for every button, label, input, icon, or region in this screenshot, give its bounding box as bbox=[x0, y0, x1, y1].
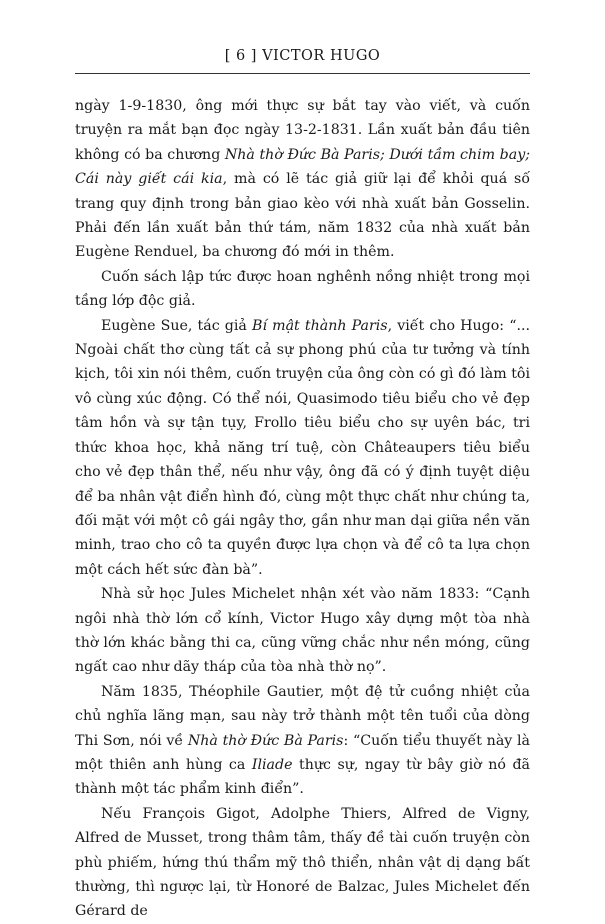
text-run: Năm 1835, Théophile Gautier, một đệ tử cuồng nhiệt của chủ nghĩa lãng mạn, sau này trở thành một tên tuổi của dòng Thi Sơn, nói về bbox=[75, 683, 530, 749]
text-run: thực sự, ngay từ bây giờ nó đã thành một tác phẩm kinh điển”. bbox=[75, 756, 530, 798]
text-run: ngày 1-9-1830, ông mới thực sự bắt tay vào viết, và cuốn truyện ra mắt bạn đọc ngày 13-2-1831. Lần xuất bản đầu tiên không có ba chương bbox=[75, 98, 530, 163]
running-header bbox=[0, 48, 605, 64]
paragraph bbox=[75, 582, 530, 680]
header-rule bbox=[75, 73, 530, 74]
text-run: Nếu François Gigot, Adolphe Thiers, Alfred de Vigny, Alfred de Musset, trong thâm tâm, thấy đề tài cuốn truyện còn phù phiếm, hứng thú thẩm mỹ thô thiển, nhân vật dị dạng bất thường, thì ngược lại, từ Honoré de Balzac, Jules Michelet đến Gérard de bbox=[75, 805, 530, 920]
book-title: Nhà thờ Đức Bà Paris bbox=[187, 732, 344, 749]
paragraph bbox=[75, 265, 530, 314]
header-title: VICTOR HUGO bbox=[262, 48, 381, 64]
page-number: [ 6 ] bbox=[224, 48, 257, 64]
book-title: Iliade bbox=[251, 756, 293, 773]
text-run: Eugène Sue, tác giả bbox=[101, 317, 253, 334]
chapter-titles: Nhà thờ Đức Bà Paris; Dưới tầm chim bay; Cái này giết cái kia bbox=[75, 146, 531, 188]
paragraph bbox=[75, 680, 530, 802]
text-run: , mà có lẽ tác giả giữ lại để khỏi quá số trang quy định trong bản giao kèo với nhà xuất bản Gosselin. Phải đến lần xuất bản thứ tám, năm 1832 của nhà xuất bản Eugène Renduel, ba chương đó mới in thêm. bbox=[75, 171, 531, 261]
text-run: : “Cuốn tiểu thuyết này là một thiên anh hùng ca bbox=[75, 732, 530, 773]
paragraph-continued bbox=[75, 94, 530, 265]
body-text bbox=[75, 94, 530, 924]
text-run: Nhà sử học Jules Michelet nhận xét vào năm 1833: “Cạnh ngôi nhà thờ lớn cổ kính, Victor Hugo xây dựng một tòa nhà thờ lớn khác bằng thi ca, cũng vững chắc như nền móng, cũng ngất cao như dãy tháp của tòa nhà thờ nọ”. bbox=[75, 586, 530, 676]
text-run: , viết cho Hugo: “... Ngoài chất thơ cùng tất cả sự phong phú của tư tưởng và tính kịch, tôi xin nói thêm, cuốn truyện của ông còn có gì đó làm tôi vô cùng xúc động. Có thể nói, Quasimodo tiêu biểu cho vẻ đẹp tâm hồn và sự tận tụy, Frollo tiêu biểu cho sự uyên bác, tri thức khoa học, khả năng trí tuệ, còn Châteaupers tiêu biểu cho vẻ đẹp thân thể, nếu như vậy, ông đã có ý định tuyệt diệu để ba nhân vật điển hình đó, cùng một thực chất như chúng ta, đối mặt với một cô gái ngây thơ, gần như man dại giữa nền văn minh, trao cho cô ta quyền được lựa chọn và để cô ta lựa chọn một cách hết sức đàn bà”. bbox=[75, 317, 530, 578]
book-title: Bí mật thành Paris bbox=[252, 317, 388, 334]
paragraph bbox=[75, 314, 530, 582]
text-run: Cuốn sách lập tức được hoan nghênh nồng nhiệt trong mọi tầng lớp độc giả. bbox=[75, 268, 530, 310]
